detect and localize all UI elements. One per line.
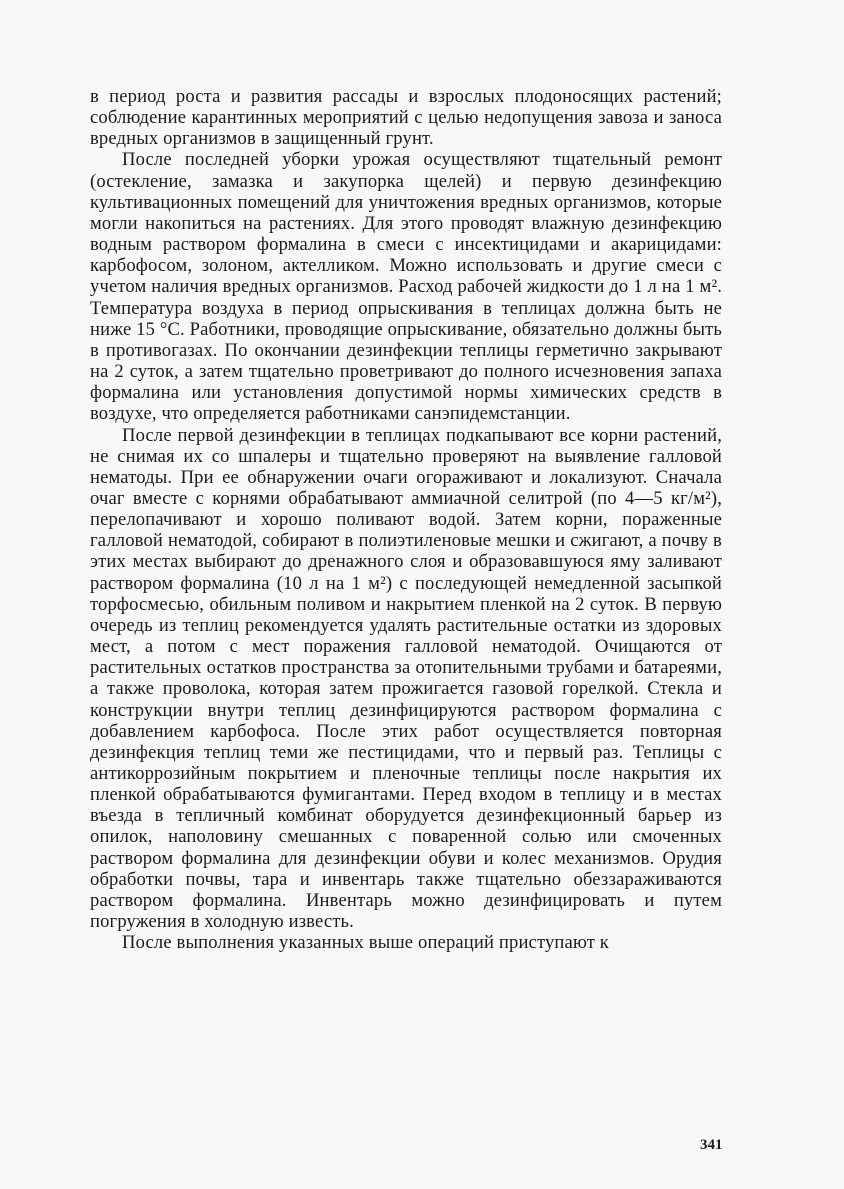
paragraph-next-operations: После выполнения указанных выше операций приступают к (122, 932, 609, 954)
paragraph-disinfection: После последней уборки урожая осуществляют тщательный ремонт (остекление, замазка и закупорка щелей) и первую дезинфекцию культивационных помещений для уничтожения вредных организмов, которые могли накопиться на растениях. Для этого проводят влажную дезинфекцию водным раствором формалина в смеси с инсектицидами и акарицидами: карбофосом, золоном, актелликом. Можно использовать и другие смеси с учетом наличия вредных организмов. Расход рабочей жидкости до 1 л на 1 м². Температура воздуха в период опрыскивания в теплицах должна быть не ниже 15 °С. Работники, проводящие опрыскивание, обязательно должны быть в противогазах. По окончании дезинфекции теплицы герметично закрывают на 2 суток, а затем тщательно проветривают до полного исчезновения запаха формалина или установления допустимой нормы химических средств в воздухе, что определяется работниками санэпидемстанции. (90, 149, 722, 425)
paragraph-nematode: После первой дезинфекции в теплицах подкапывают все корни растений, не снимая их со шпалеры и тщательно проверяют на выявление галловой нематоды. При ее обнаружении очаги огораживают и локализуют. Сначала очаг вместе с корнями обрабатывают аммиачной селитрой (по 4—5 кг/м²), перелопачивают и хорошо поливают водой. Затем корни, пораженные галловой нематодой, собирают в полиэтиленовые мешки и сжигают, а почву в этих местах выбирают до дренажного слоя и образовавшуюся яму заливают раствором формалина (10 л на 1 м²) с последующей немедленной засыпкой торфосмесью, обильным поливом и накрытием пленкой на 2 суток. В первую очередь из теплиц рекомендуется удалять растительные остатки из здоровых мест, а потом с мест поражения галловой нематодой. Очищаются от растительных остатков пространства за отопительными трубами и батареями, а также проволока, которая затем прожигается газовой горелкой. Стекла и конструкции внутри теплиц дезинфицируются раствором формалина с добавлением карбофоса. После этих работ осуществляется повторная дезинфекция теплиц теми же пестицидами, что и первый раз. Теплицы с антикоррозийным покрытием и пленочные теплицы после накрытия их пленкой обрабатываются фумигантами. Перед входом в теплицу и в местах въезда в тепличный комбинат оборудуется дезинфекционный барьер из опилок, наполовину смешанных с поваренной солью или смоченных раствором формалина для дезинфекции обуви и колес механизмов. Орудия обработки почвы, тара и инвентарь также тщательно обеззараживаются раствором формалина. Инвентарь можно дезинфицировать и путем погружения в холодную известь. (90, 424, 722, 933)
body-text (90, 86, 722, 953)
page-number: 341 (700, 1137, 723, 1153)
paragraph-continuation: в период роста и развития рассады и взрослых плодоносящих растений; соблюдение карантинных мероприятий с целью недопущения завоза и заноса вредных организмов в защищенный грунт. (90, 86, 722, 150)
